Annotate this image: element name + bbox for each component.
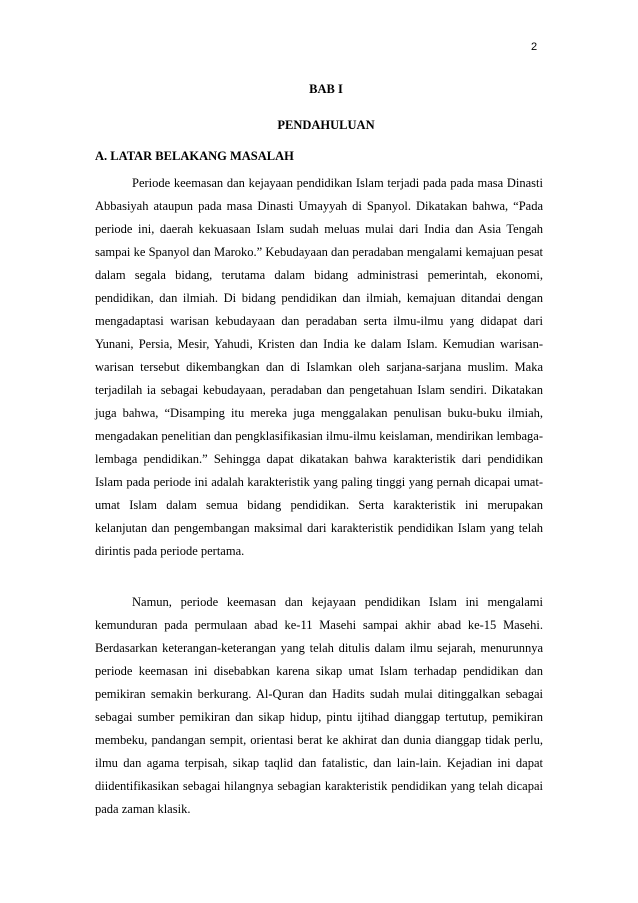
paragraph-2: Namun, periode keemasan dan kejayaan pendidikan Islam ini mengalami kemunduran pada permulaan abad ke-11 Masehi sampai akhir abad ke-15 Masehi. Berdasarkan keterangan-keterangan yang telah ditulis dalam ilmu sejarah, menurunnya periode keemasan ini disebabkan karena sikap umat Islam terhadap pendidikan dan pemikiran semakin berkurang. Al-Quran dan Hadits sudah mulai ditinggalkan sebagai sebagai sumber pemikiran dan sikap hidup, pintu ijtihad dianggap tertutup, pemikiran membeku, pandangan sempit, orientasi berat ke akhirat dan dunia dianggap tidak perlu, ilmu dan agama terpisah, sikap taqlid dan fatalistic, dan lain-lain. Kejadian ini dapat diidentifikasikan sebagai hilangnya sebagian karakteristik pendidikan yang telah dicapai pada zaman klasik. xyxy=(95,595,543,816)
paragraph-1: Periode keemasan dan kejayaan pendidikan Islam terjadi pada pada masa Dinasti Abbasiyah ataupun pada masa Dinasti Umayyah di Spanyol. Dikatakan bahwa, “Pada periode ini, daerah kekuasaan Islam sudah meluas mulai dari India dan Asia Tengah sampai ke Spanyol dan Maroko.” Kebudayaan dan peradaban mengalami kemajuan pesat dalam segala bidang, terutama dalam bidang administrasi pemerintah, ekonomi, pendidikan, dan ilmiah. Di bidang pendidikan dan ilmiah, kemajuan ditandai dengan mengadaptasi warisan kebudayaan dan peradaban serta ilmu-ilmu yang didapat dari Yunani, Persia, Mesir, Yahudi, Kristen dan India ke dalam Islam. Kemudian warisan-warisan tersebut dikembangkan dan di Islamkan oleh sarjana-sarjana muslim. Maka terjadilah ia sebagai kebudayaan, peradaban dan pengetahuan Islam sendiri. Dikatakan juga bahwa, “Disamping itu mereka juga menggalakan penulisan buku-buku ilmiah, mengadakan penelitian dan pengklasifikasian ilmu-ilmu keislaman, mendirikan lembaga-lembaga pendidikan.” Sehingga dapat dikatakan bahwa karakteristik dari pendidikan Islam pada periode ini adalah karakteristik yang paling tinggi yang pernah dicapai umat-umat Islam dalam semua bidang pendidikan. Serta karakteristik ini merupakan kelanjutan dan pengembangan maksimal dari karakteristik pendidikan Islam yang telah dirintis pada periode pertama. xyxy=(95,176,543,558)
page-number: 2 xyxy=(531,41,538,53)
chapter-label: BAB I xyxy=(309,82,343,96)
chapter-title: PENDAHULUAN xyxy=(277,118,375,132)
section-heading: A. LATAR BELAKANG MASALAH xyxy=(95,149,294,163)
